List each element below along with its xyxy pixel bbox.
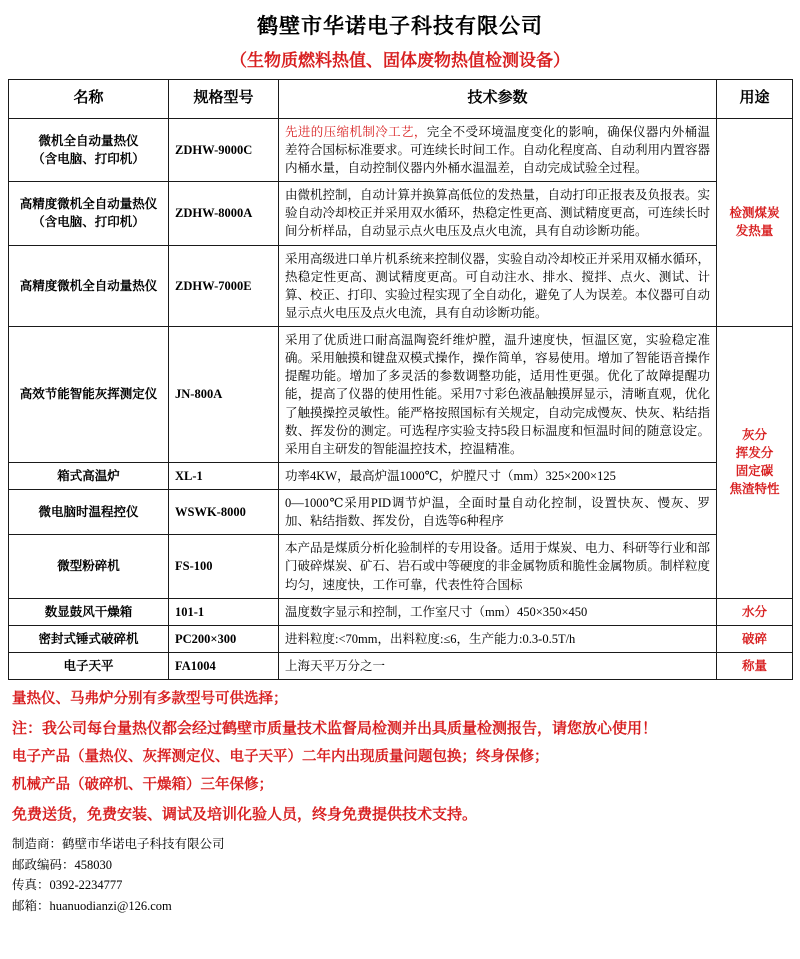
column-header-model: 规格型号 bbox=[169, 80, 279, 119]
cell-model-number: ZDHW-8000A bbox=[169, 182, 279, 245]
cell-usage: 水分 bbox=[717, 598, 793, 625]
cell-equipment-name: 高效节能智能灰挥测定仪 bbox=[9, 327, 169, 463]
table-row bbox=[9, 598, 793, 625]
cell-equipment-name: 高精度微机全自动量热仪 bbox=[9, 245, 169, 327]
cell-usage: 检测煤炭 发热量 bbox=[717, 118, 793, 326]
cell-model-number: XL-1 bbox=[169, 462, 279, 489]
equipment-specification-table bbox=[8, 79, 793, 680]
cell-equipment-name: 箱式高温炉 bbox=[9, 462, 169, 489]
table-row bbox=[9, 118, 793, 181]
column-header-name: 名称 bbox=[9, 80, 169, 119]
cell-model-number: ZDHW-7000E bbox=[169, 245, 279, 327]
cell-usage: 称量 bbox=[717, 652, 793, 679]
table-row bbox=[9, 462, 793, 489]
footer-manufacturer: 制造商：鹤壁市华诺电子科技有限公司 bbox=[12, 837, 225, 852]
footer-contact bbox=[8, 834, 792, 917]
table-header-row bbox=[9, 80, 793, 119]
cell-equipment-name: 微型粉碎机 bbox=[9, 535, 169, 598]
table-row bbox=[9, 245, 793, 327]
cell-technical-parameters: 上海天平万分之一 bbox=[279, 652, 717, 679]
cell-model-number: ZDHW-9000C bbox=[169, 118, 279, 181]
note-line: 电子产品（量热仪、灰挥测定仪、电子天平）二年内出现质量问题包换；终身保修； bbox=[12, 748, 549, 765]
cell-model-number: FS-100 bbox=[169, 535, 279, 598]
footer-email: 邮箱：huanuodianzi@126.com bbox=[12, 899, 172, 914]
footer-fax: 传真：0392-2234777 bbox=[12, 878, 123, 893]
cell-model-number: PC200×300 bbox=[169, 625, 279, 652]
page-subtitle: （生物质燃料热值、固体废物热值检测设备） bbox=[230, 51, 570, 70]
table-row bbox=[9, 182, 793, 245]
cell-technical-parameters: 进料粒度:<70mm，出料粒度:≤6，生产能力:0.3-0.5T/h bbox=[279, 625, 717, 652]
notes-section bbox=[8, 690, 792, 825]
note-line: 免费送货，免费安装、调试及培训化验人员，终身免费提供技术支持。 bbox=[12, 805, 478, 823]
table-row bbox=[9, 490, 793, 535]
spec-highlight-text: 先进的压缩机制冷工艺， bbox=[285, 124, 427, 139]
cell-usage: 灰分 挥发分 固定碳 焦渣特性 bbox=[717, 327, 793, 599]
cell-equipment-name: 电子天平 bbox=[9, 652, 169, 679]
note-line: 注：我公司每台量热仪都会经过鹤壁市质量技术监督局检测并出具质量检测报告，请您放心使用！ bbox=[12, 719, 658, 737]
column-header-use: 用途 bbox=[717, 80, 793, 119]
table-row bbox=[9, 327, 793, 463]
footer-postcode: 邮政编码：458030 bbox=[12, 857, 113, 872]
cell-equipment-name: 微电脑时温程控仪 bbox=[9, 490, 169, 535]
page-title: 鹤壁市华诺电子科技有限公司 bbox=[257, 15, 543, 38]
table-row bbox=[9, 625, 793, 652]
cell-model-number: 101-1 bbox=[169, 598, 279, 625]
table-row bbox=[9, 535, 793, 598]
cell-technical-parameters: 本产品是煤质分析化验制样的专用设备。适用于煤炭、电力、科研等行业和部门破碎煤炭、矿石、岩石或中等硬度的非金属物质和脆性金属物质。制样粒度均匀，速度快，工作可靠，代表性符合国标 bbox=[279, 535, 717, 598]
column-header-spec: 技术参数 bbox=[279, 80, 717, 119]
note-line: 量热仪、马弗炉分别有多款型号可供选择； bbox=[12, 691, 288, 707]
cell-technical-parameters: 采用高级进口单片机系统来控制仪器，实验自动冷却校正并采用双桶水循环，热稳定性更高、测试精度更高。可自动注水、排水、搅拌、点火、测试、计算、校正、打印、实验过程实现了全自动化，避免了人为误差。本仪器可自动显示点火电压及点火电流，具有自动诊断功能。 bbox=[279, 245, 717, 327]
cell-technical-parameters: 采用了优质进口耐高温陶瓷纤维炉膛，温升速度快，恒温区宽，实验稳定准确。采用触摸和键盘双模式操作，操作简单，容易使用。增加了智能语音操作提醒功能。增加了多灵活的参数调整功能，适用性更强。优化了故障提醒功能，提高了仪器的使用性能。采用7寸彩色液晶触摸屏显示，清晰直观，优化了触摸操控灵敏性。能严格按照国标有关规定，自动完成慢灰、快灰、粘结指数、挥发份的测定。可选程序实验支持5段日标温度和恒温时间的随意设定。采用自主研发的智能温控技术，控温精准。 bbox=[279, 327, 717, 463]
cell-equipment-name: 高精度微机全自动量热仪 （含电脑、打印机） bbox=[9, 182, 169, 245]
cell-technical-parameters: 温度数字显示和控制，工作室尺寸（mm）450×350×450 bbox=[279, 598, 717, 625]
cell-usage: 破碎 bbox=[717, 625, 793, 652]
cell-technical-parameters: 先进的压缩机制冷工艺，完全不受环境温度变化的影响，确保仪器内外桶温差符合国标标准要求。可连续长时间工作。自动化程度高、自动利用内置容器内桶水量，自动控制仪器内外桶水温温差，自动完成试验全过程。 bbox=[279, 118, 717, 181]
cell-equipment-name: 密封式锤式破碎机 bbox=[9, 625, 169, 652]
cell-technical-parameters: 由微机控制，自动计算并换算高低位的发热量，自动打印正报表及负报表。实验自动冷却校正并采用双水循环，热稳定性更高、测试精度更高，可连续长时间分析样品，自动显示点火电压及点火电流，具有自动诊断功能。 bbox=[279, 182, 717, 245]
table-body bbox=[9, 118, 793, 679]
cell-model-number: WSWK-8000 bbox=[169, 490, 279, 535]
note-line: 机械产品（破碎机、干燥箱）三年保修； bbox=[12, 777, 273, 794]
cell-model-number: FA1004 bbox=[169, 652, 279, 679]
cell-equipment-name: 微机全自动量热仪 （含电脑、打印机） bbox=[9, 118, 169, 181]
cell-equipment-name: 数显鼓风干燥箱 bbox=[9, 598, 169, 625]
cell-technical-parameters: 0—1000℃采用PID调节炉温，全面时量自动化控制，设置快灰、慢灰、罗加、粘结指数、挥发份，自选等6种程序 bbox=[279, 490, 717, 535]
cell-model-number: JN-800A bbox=[169, 327, 279, 463]
table-row bbox=[9, 652, 793, 679]
cell-technical-parameters: 功率4KW，最高炉温1000℃，炉膛尺寸（mm）325×200×125 bbox=[279, 462, 717, 489]
